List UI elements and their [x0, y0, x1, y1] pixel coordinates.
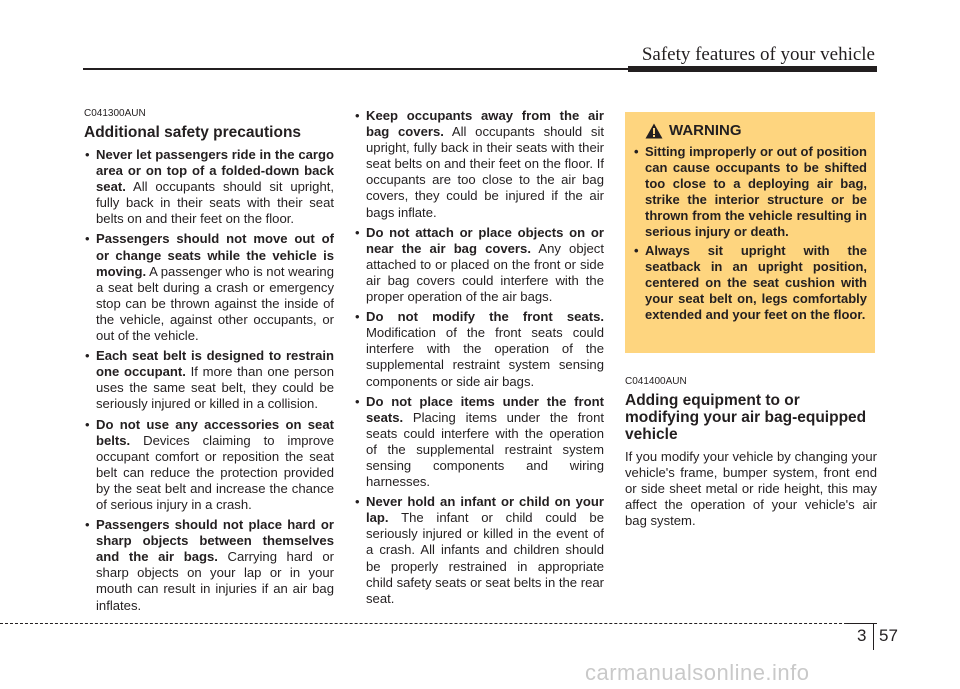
- section-code: C041400AUN: [625, 376, 687, 387]
- item-text: Placing items under the front seats could interfere with the operation of the supplemental restraint system sensing components and wiring harnesses.: [366, 409, 604, 490]
- header-rule-accent: [628, 66, 877, 72]
- warning-header: [645, 122, 867, 139]
- equipment-section: [625, 376, 877, 529]
- list-item: [84, 147, 334, 227]
- item-text: All occupants should sit upright, fully back in their seats with their seat belts on and their feet on the floor.: [96, 179, 334, 227]
- precautions-list: [84, 147, 334, 614]
- section-heading: Additional safety precautions: [84, 124, 302, 141]
- item-text: A passenger who is not wearing a seat belt during a crash or emergency stop can be thrown against the inside of the vehicle, against other occupants, or out of the vehicle.: [96, 263, 334, 344]
- precautions-list-continued: [354, 108, 604, 607]
- item-bold: Passengers should not place hard or sharp objects between themselves and the air bags.: [96, 517, 334, 565]
- item-text: If more than one person uses the same seat belt, they could be seriously injured or killed in a collision.: [96, 364, 334, 412]
- column-1: [84, 108, 334, 618]
- item-text: Carrying hard or sharp objects on your lap or in your mouth can result in injuries if an air bag inflates.: [96, 549, 334, 613]
- item-bold: Never hold an infant or child on your lap.: [366, 494, 604, 526]
- chapter-number: 3: [857, 626, 867, 645]
- list-item: [354, 309, 604, 389]
- item-bold: Do not modify the front seats.: [366, 309, 604, 325]
- item-bold: Do not use any accessories on seat belts.: [96, 416, 334, 448]
- footer-rule: [0, 623, 877, 624]
- list-item: [84, 517, 334, 614]
- warning-item: • Sitting improperly or out of position can cause occupants to be shifted too close to a deploying air bag, strike the interior structure or be thrown from the vehicle resulting in serious injury or death.: [633, 144, 867, 239]
- item-text: Devices claiming to improve occupant comfort or reposition the seat belt can reduce the protection provided by the seat belt and increase the chance of serious injury in a crash.: [96, 432, 334, 512]
- list-item: [354, 108, 604, 221]
- list-item: [354, 494, 604, 607]
- list-item: [354, 394, 604, 491]
- list-item: [354, 225, 604, 305]
- item-bold: Each seat belt is designed to restrain one occupant.: [96, 348, 334, 380]
- section-heading: Adding equipment to or modifying your air bag-equipped vehicle: [625, 392, 867, 443]
- list-item: [84, 348, 334, 412]
- warning-title: WARNING: [669, 122, 742, 139]
- header-title: Safety features of your vehicle: [641, 44, 875, 65]
- item-bold: Do not attach or place objects on or near the air bag covers.: [366, 224, 604, 256]
- list-item: [84, 231, 334, 344]
- watermark: carmanualsonline.info: [585, 660, 810, 685]
- page-divider: [873, 624, 874, 650]
- column-2: [354, 108, 604, 611]
- item-text: The infant or child could be seriously injured or killed in the event of a crash. All infants and children should be properly restrained in appropriate child safety seats or seat belts in the rear seat.: [366, 510, 604, 606]
- warning-list: [633, 144, 867, 323]
- item-bold: Do not place items under the front seats.: [366, 393, 604, 425]
- warning-triangle-icon: [645, 123, 663, 139]
- section-body: If you modify your vehicle by changing your vehicle's frame, bumper system, front end or side sheet metal or ride height, this may affect the operation of your vehicle's air bag system.: [625, 449, 877, 529]
- list-item: [84, 417, 334, 514]
- warning-item: • Always sit upright with the seatback in an upright position, centered on the seat cushion with your seat belt on, legs comfortably extended and your feet on the floor.: [633, 243, 867, 323]
- item-bold: Keep occupants away from the air bag covers.: [366, 108, 604, 140]
- item-bold: Never let passengers ride in the cargo area or on top of a folded-down back seat.: [96, 147, 334, 195]
- item-text: All occupants should sit upright, fully back in their seats with their seat belts on and their feet on the floor. If occupants are too close to the air bag covers, they could be injured if the air bags inflate.: [366, 124, 604, 220]
- item-bold: Passengers should not move out of or change seats while the vehicle is moving.: [96, 231, 334, 279]
- item-text: Any object attached to or placed on the front or side air bag covers could interfere with the proper operation of the air bags.: [366, 240, 604, 305]
- section-code: C041300AUN: [84, 108, 146, 119]
- page-number: 57: [879, 626, 898, 645]
- item-text: Modification of the front seats could interfere with the operation of the supplemental restraint system sensing components or side air bags.: [366, 325, 604, 389]
- warning-box: [625, 112, 875, 353]
